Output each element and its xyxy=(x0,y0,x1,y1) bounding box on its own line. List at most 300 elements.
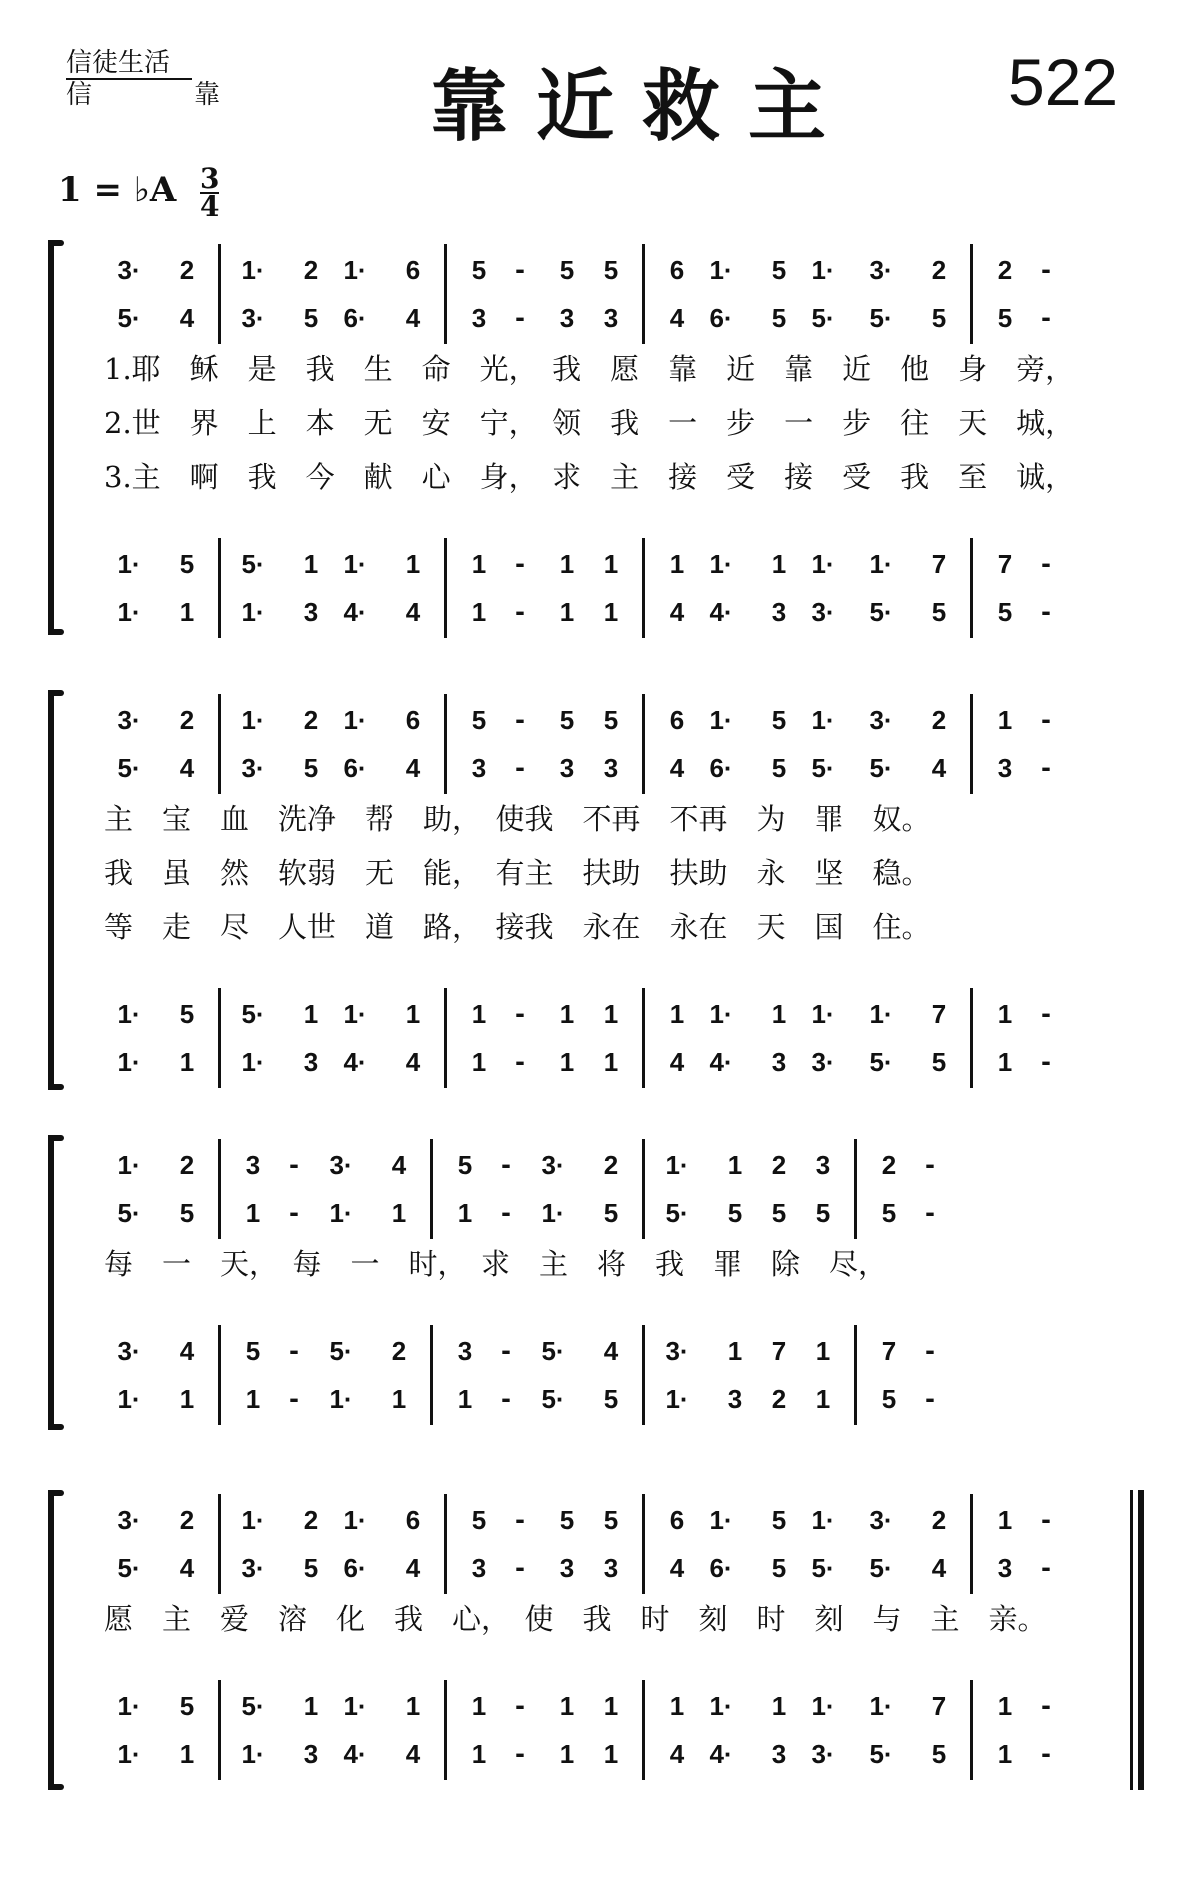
note: 1· xyxy=(343,999,367,1029)
note: 1 xyxy=(997,705,1013,735)
note: 6· xyxy=(343,753,367,783)
note: 5 xyxy=(303,303,319,333)
note: 5 xyxy=(771,1198,787,1228)
note: 1 xyxy=(405,549,421,579)
note: 1· xyxy=(117,999,141,1029)
hold-dash: - xyxy=(501,1337,511,1365)
hold-dash: - xyxy=(515,1554,525,1582)
note: 4 xyxy=(931,753,947,783)
note: 3· xyxy=(811,597,835,627)
note: 4· xyxy=(709,597,733,627)
barline xyxy=(970,1680,973,1732)
note: 4 xyxy=(669,597,685,627)
note: 6 xyxy=(669,1505,685,1535)
note: 5 xyxy=(815,1198,831,1228)
barline xyxy=(218,538,221,590)
hold-dash: - xyxy=(515,598,525,626)
note: 1· xyxy=(709,999,733,1029)
note: 2 xyxy=(179,1505,195,1535)
hold-dash: - xyxy=(925,1151,935,1179)
voice-line-4 xyxy=(44,592,1144,632)
note: 1 xyxy=(405,1691,421,1721)
barline xyxy=(430,1373,433,1425)
note: 1· xyxy=(343,255,367,285)
hold-dash: - xyxy=(925,1199,935,1227)
note: 4 xyxy=(405,753,421,783)
note: 1 xyxy=(471,597,487,627)
note: 5 xyxy=(559,255,575,285)
note: 5· xyxy=(117,1198,141,1228)
note: 1· xyxy=(241,1739,265,1769)
meter-bottom: 4 xyxy=(200,190,220,223)
note: 5· xyxy=(869,597,893,627)
note: 1 xyxy=(603,1047,619,1077)
note: 1 xyxy=(391,1198,407,1228)
note: 7 xyxy=(997,549,1013,579)
note: 1 xyxy=(997,1505,1013,1535)
barline xyxy=(642,292,645,344)
barline xyxy=(218,244,221,296)
note: 1· xyxy=(343,705,367,735)
barline xyxy=(444,1494,447,1546)
barline xyxy=(970,1728,973,1780)
note: 1 xyxy=(815,1336,831,1366)
note: 3 xyxy=(457,1336,473,1366)
hold-dash: - xyxy=(501,1199,511,1227)
barline xyxy=(218,742,221,794)
note: 5· xyxy=(869,753,893,783)
note: 1 xyxy=(179,1384,195,1414)
voice-line-1 xyxy=(44,1500,1144,1540)
voice-line-2 xyxy=(44,1548,1144,1588)
barline xyxy=(444,1036,447,1088)
hold-dash: - xyxy=(1041,550,1051,578)
note: 1 xyxy=(471,999,487,1029)
note: 1 xyxy=(303,999,319,1029)
hymn-category xyxy=(66,48,258,110)
note: 5· xyxy=(117,1553,141,1583)
voice-line-2 xyxy=(44,748,1144,788)
barline xyxy=(642,1680,645,1732)
barline xyxy=(444,988,447,1040)
note: 1 xyxy=(727,1336,743,1366)
note: 3 xyxy=(603,753,619,783)
barline xyxy=(854,1139,857,1191)
note: 3· xyxy=(117,255,141,285)
note: 4 xyxy=(405,1739,421,1769)
barline xyxy=(218,292,221,344)
hold-dash: - xyxy=(515,706,525,734)
note: 5 xyxy=(931,303,947,333)
note: 1· xyxy=(709,705,733,735)
barline xyxy=(642,586,645,638)
note: 3· xyxy=(869,255,893,285)
voice-line-2 xyxy=(44,298,1144,338)
note: 2 xyxy=(179,255,195,285)
note: 4 xyxy=(669,1047,685,1077)
note: 1· xyxy=(811,705,835,735)
note: 2 xyxy=(997,255,1013,285)
note: 1 xyxy=(245,1198,261,1228)
barline xyxy=(970,1036,973,1088)
note: 5 xyxy=(559,1505,575,1535)
note: 5· xyxy=(117,753,141,783)
note: 5 xyxy=(997,303,1013,333)
barline xyxy=(642,1036,645,1088)
note: 1 xyxy=(303,1691,319,1721)
note: 4 xyxy=(669,303,685,333)
hold-dash: - xyxy=(1041,1048,1051,1076)
barline xyxy=(444,292,447,344)
note: 3· xyxy=(869,1505,893,1535)
note: 3· xyxy=(117,705,141,735)
voice-line-1 xyxy=(44,1145,1144,1185)
final-barline xyxy=(1130,1490,1133,1790)
note: 5 xyxy=(603,1198,619,1228)
note: 5 xyxy=(727,1198,743,1228)
barline xyxy=(218,1373,221,1425)
note: 1 xyxy=(245,1384,261,1414)
note: 1 xyxy=(669,549,685,579)
note: 1 xyxy=(471,549,487,579)
note: 5· xyxy=(665,1198,689,1228)
note: 3 xyxy=(245,1150,261,1180)
barline xyxy=(444,1728,447,1780)
note: 1· xyxy=(869,999,893,1029)
note: 1· xyxy=(869,1691,893,1721)
note: 1· xyxy=(869,549,893,579)
note: 5· xyxy=(869,1047,893,1077)
note: 6· xyxy=(709,753,733,783)
note: 4 xyxy=(391,1150,407,1180)
note: 1· xyxy=(343,1691,367,1721)
hold-dash: - xyxy=(515,304,525,332)
note: 2 xyxy=(303,705,319,735)
note: 3 xyxy=(771,597,787,627)
lyric-text: 每 一 天， 每 一 时， 求 主 将 我 罪 除 尽， xyxy=(104,1247,888,1281)
note: 1 xyxy=(603,1691,619,1721)
note: 2 xyxy=(771,1150,787,1180)
note: 1 xyxy=(457,1384,473,1414)
note: 5 xyxy=(245,1336,261,1366)
hold-dash: - xyxy=(515,1506,525,1534)
note: 1· xyxy=(541,1198,565,1228)
voice-line-3 xyxy=(44,544,1144,584)
score-system-1 xyxy=(44,240,1144,635)
note: 2 xyxy=(881,1150,897,1180)
note: 3· xyxy=(811,1739,835,1769)
note: 5 xyxy=(179,999,195,1029)
barline xyxy=(218,1542,221,1594)
note: 1· xyxy=(709,1691,733,1721)
note: 5 xyxy=(771,1553,787,1583)
note: 6 xyxy=(669,705,685,735)
note: 3 xyxy=(997,1553,1013,1583)
note: 5· xyxy=(241,999,265,1029)
note: 5· xyxy=(811,1553,835,1583)
note: 5· xyxy=(869,1553,893,1583)
barline xyxy=(430,1325,433,1377)
hold-dash: - xyxy=(501,1385,511,1413)
hymn-title: 靠近救主 xyxy=(430,61,855,152)
note: 1 xyxy=(559,549,575,579)
note: 2 xyxy=(179,1150,195,1180)
hold-dash: - xyxy=(1041,754,1051,782)
score-system-2 xyxy=(44,690,1144,1090)
hold-dash: - xyxy=(1041,1000,1051,1028)
barline xyxy=(444,694,447,746)
note: 5 xyxy=(931,1739,947,1769)
note: 2 xyxy=(931,705,947,735)
lyric-text: 1.耶 稣 是 我 生 命 光， 我 愿 靠 近 靠 近 他 身 旁， xyxy=(104,352,1075,386)
voice-line-3 xyxy=(44,994,1144,1034)
note: 5· xyxy=(241,549,265,579)
barline xyxy=(444,742,447,794)
barline xyxy=(642,1728,645,1780)
hold-dash: - xyxy=(515,256,525,284)
hold-dash: - xyxy=(515,1000,525,1028)
note: 1 xyxy=(771,999,787,1029)
note: 6· xyxy=(709,1553,733,1583)
note: 5 xyxy=(931,597,947,627)
note: 3 xyxy=(471,1553,487,1583)
hold-dash: - xyxy=(1041,256,1051,284)
lyric-text: 我 虽 然 软弱 无 能， 有主 扶助 扶助 永 坚 稳。 xyxy=(104,856,931,890)
note: 3· xyxy=(241,753,265,783)
note: 1· xyxy=(811,255,835,285)
barline xyxy=(218,1036,221,1088)
note: 4· xyxy=(343,1739,367,1769)
note: 5 xyxy=(559,705,575,735)
voice-line-2 xyxy=(44,1193,1144,1233)
note: 1· xyxy=(117,1150,141,1180)
note: 6· xyxy=(709,303,733,333)
note: 5 xyxy=(303,1553,319,1583)
note: 5 xyxy=(931,1047,947,1077)
note: 7 xyxy=(931,999,947,1029)
barline xyxy=(218,1139,221,1191)
voice-line-4 xyxy=(44,1379,1144,1419)
note: 1 xyxy=(559,1691,575,1721)
note: 1 xyxy=(471,1691,487,1721)
note: 4 xyxy=(179,303,195,333)
note: 5· xyxy=(869,303,893,333)
note: 1 xyxy=(179,1739,195,1769)
note: 1 xyxy=(997,1047,1013,1077)
note: 5· xyxy=(811,303,835,333)
note: 5· xyxy=(541,1384,565,1414)
note: 3 xyxy=(471,303,487,333)
barline xyxy=(970,1494,973,1546)
note: 3 xyxy=(771,1047,787,1077)
note: 1 xyxy=(457,1198,473,1228)
hold-dash: - xyxy=(289,1199,299,1227)
note: 1 xyxy=(559,1047,575,1077)
note: 5· xyxy=(241,1691,265,1721)
note: 1 xyxy=(471,1739,487,1769)
barline xyxy=(970,586,973,638)
hold-dash: - xyxy=(515,1740,525,1768)
note: 1· xyxy=(117,1739,141,1769)
score-system-3 xyxy=(44,1135,1144,1430)
note: 4 xyxy=(669,1739,685,1769)
note: 2 xyxy=(179,705,195,735)
note: 5· xyxy=(541,1336,565,1366)
note: 5 xyxy=(881,1198,897,1228)
note: 5 xyxy=(603,255,619,285)
note: 3· xyxy=(541,1150,565,1180)
note: 1 xyxy=(405,999,421,1029)
hold-dash: - xyxy=(515,1692,525,1720)
barline xyxy=(218,586,221,638)
barline xyxy=(854,1373,857,1425)
note: 1· xyxy=(117,1384,141,1414)
barline xyxy=(218,1680,221,1732)
barline xyxy=(642,244,645,296)
note: 1 xyxy=(179,597,195,627)
hold-dash: - xyxy=(925,1385,935,1413)
note: 1 xyxy=(603,999,619,1029)
note: 4 xyxy=(405,1553,421,1583)
barline xyxy=(642,538,645,590)
hold-dash: - xyxy=(289,1151,299,1179)
note: 3 xyxy=(559,1553,575,1583)
note: 3 xyxy=(603,303,619,333)
lyric-text: 愿 主 爱 溶 化 我 心， 使 我 时 刻 时 刻 与 主 亲。 xyxy=(104,1602,1047,1636)
note: 3· xyxy=(241,1553,265,1583)
barline xyxy=(218,1187,221,1239)
note: 1· xyxy=(117,1691,141,1721)
note: 2 xyxy=(931,1505,947,1535)
hold-dash: - xyxy=(1041,304,1051,332)
note: 1 xyxy=(559,1739,575,1769)
note: 5 xyxy=(771,255,787,285)
note: 1· xyxy=(241,255,265,285)
note: 5 xyxy=(471,1505,487,1535)
note: 1 xyxy=(997,1691,1013,1721)
note: 1· xyxy=(343,549,367,579)
note: 3 xyxy=(559,303,575,333)
hold-dash: - xyxy=(1041,1554,1051,1582)
meter-top: 3 xyxy=(200,162,220,195)
note: 3 xyxy=(471,753,487,783)
barline xyxy=(218,694,221,746)
note: 2 xyxy=(771,1384,787,1414)
hold-dash: - xyxy=(501,1151,511,1179)
note: 1· xyxy=(665,1384,689,1414)
barline xyxy=(444,586,447,638)
barline xyxy=(854,1187,857,1239)
note: 1· xyxy=(811,1691,835,1721)
note: 5 xyxy=(771,753,787,783)
note: 3 xyxy=(997,753,1013,783)
note: 1· xyxy=(329,1384,353,1414)
note: 6 xyxy=(669,255,685,285)
note: 5 xyxy=(771,1505,787,1535)
key-signature: 1 = ♭A xyxy=(58,170,177,210)
note: 2 xyxy=(303,1505,319,1535)
category-label: 信徒生活 xyxy=(66,48,192,80)
note: 1· xyxy=(811,1505,835,1535)
note: 5 xyxy=(603,1384,619,1414)
voice-line-3 xyxy=(44,1331,1144,1371)
note: 4 xyxy=(179,753,195,783)
note: 3 xyxy=(771,1739,787,1769)
barline xyxy=(642,988,645,1040)
hymn-number: 522 xyxy=(1008,45,1119,119)
note: 4 xyxy=(405,1047,421,1077)
note: 4· xyxy=(343,597,367,627)
score-system-4 xyxy=(44,1490,1144,1790)
hold-dash: - xyxy=(1041,1506,1051,1534)
note: 1· xyxy=(241,1047,265,1077)
note: 3 xyxy=(303,597,319,627)
note: 1 xyxy=(603,1739,619,1769)
barline xyxy=(444,1542,447,1594)
note: 6· xyxy=(343,1553,367,1583)
barline xyxy=(970,1542,973,1594)
barline xyxy=(970,292,973,344)
note: 5 xyxy=(179,1691,195,1721)
note: 2 xyxy=(603,1150,619,1180)
note: 1· xyxy=(117,597,141,627)
note: 4 xyxy=(669,753,685,783)
note: 5 xyxy=(471,705,487,735)
voice-line-3 xyxy=(44,1686,1144,1726)
note: 3 xyxy=(815,1150,831,1180)
note: 1· xyxy=(811,999,835,1029)
note: 1· xyxy=(709,255,733,285)
note: 1 xyxy=(303,549,319,579)
barline xyxy=(430,1139,433,1191)
barline xyxy=(218,1494,221,1546)
note: 5 xyxy=(603,705,619,735)
voice-line-4 xyxy=(44,1734,1144,1774)
note: 4 xyxy=(405,303,421,333)
note: 3· xyxy=(241,303,265,333)
note: 5 xyxy=(457,1150,473,1180)
note: 5 xyxy=(997,597,1013,627)
note: 1· xyxy=(343,1505,367,1535)
note: 2 xyxy=(391,1336,407,1366)
note: 5· xyxy=(329,1336,353,1366)
barline xyxy=(970,538,973,590)
note: 3· xyxy=(117,1336,141,1366)
note: 4 xyxy=(931,1553,947,1583)
hold-dash: - xyxy=(1041,598,1051,626)
note: 7 xyxy=(931,1691,947,1721)
note: 1 xyxy=(603,549,619,579)
note: 2 xyxy=(931,255,947,285)
note: 1· xyxy=(117,549,141,579)
note: 1 xyxy=(997,999,1013,1029)
barline xyxy=(642,1139,645,1191)
barline xyxy=(642,694,645,746)
note: 5 xyxy=(303,753,319,783)
barline xyxy=(218,988,221,1040)
note: 1 xyxy=(997,1739,1013,1769)
barline xyxy=(444,1680,447,1732)
hold-dash: - xyxy=(289,1337,299,1365)
note: 3· xyxy=(869,705,893,735)
note: 1 xyxy=(815,1384,831,1414)
note: 5 xyxy=(603,1505,619,1535)
hold-dash: - xyxy=(1041,1692,1051,1720)
note: 4 xyxy=(669,1553,685,1583)
note: 4 xyxy=(405,597,421,627)
barline xyxy=(970,244,973,296)
note: 3· xyxy=(117,1505,141,1535)
